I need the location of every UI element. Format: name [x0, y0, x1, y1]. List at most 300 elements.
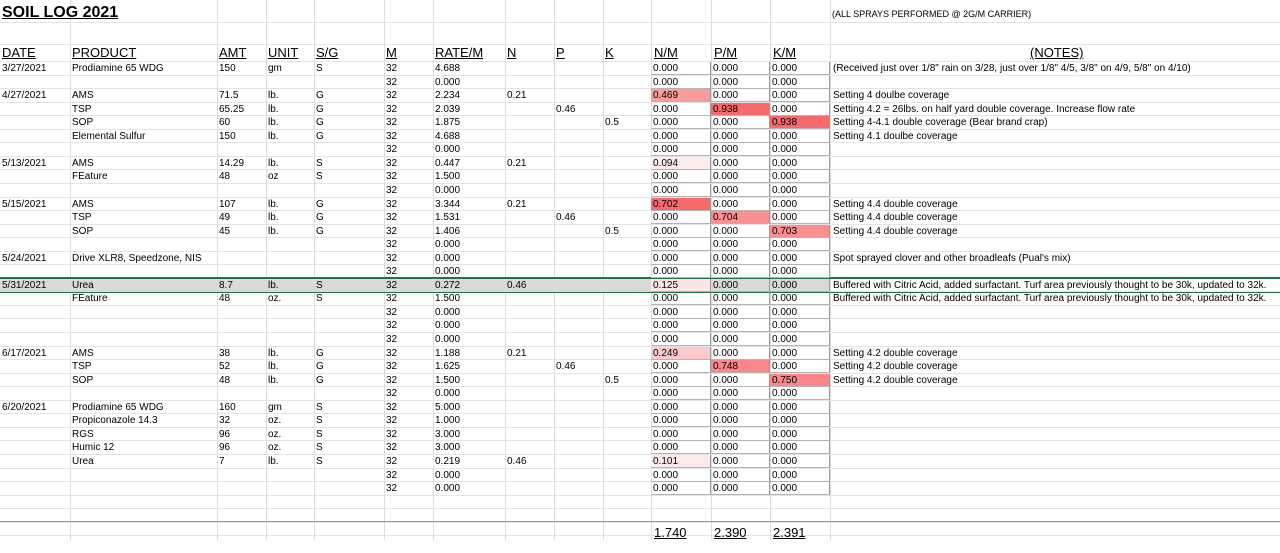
cell-nm[interactable]: 0.000	[651, 130, 711, 143]
cell-km[interactable]: 0.000	[770, 143, 830, 156]
cell-rate[interactable]: 1.406	[435, 226, 461, 237]
cell-nm[interactable]: 0.000	[651, 441, 711, 454]
cell-m[interactable]: 32	[386, 253, 398, 264]
cell-product[interactable]: Propiconazole 14.3	[72, 415, 158, 426]
cell-sg[interactable]: S	[316, 171, 323, 182]
cell-unit[interactable]: lb.	[268, 212, 279, 223]
cell-pm[interactable]: 0.000	[711, 170, 770, 183]
cell-pm[interactable]: 0.000	[711, 116, 770, 129]
cell-pm[interactable]: 0.000	[711, 225, 770, 238]
cell-date[interactable]: 5/24/2021	[2, 253, 47, 264]
cell-nm[interactable]: 0.000	[651, 184, 711, 197]
cell-unit[interactable]: lb.	[268, 117, 279, 128]
cell-product[interactable]: Drive XLR8, Speedzone, NIS	[72, 253, 202, 264]
cell-pm[interactable]: 0.000	[711, 130, 770, 143]
cell-m[interactable]: 32	[386, 402, 398, 413]
cell-km[interactable]: 0.000	[770, 198, 830, 211]
cell-product[interactable]: SOP	[72, 226, 94, 237]
cell-unit[interactable]: lb.	[268, 348, 279, 359]
cell-notes[interactable]: Setting 4.2 double coverage	[833, 348, 958, 359]
cell-km[interactable]: 0.000	[770, 319, 830, 332]
cell-unit[interactable]: gm	[268, 63, 282, 74]
cell-pm[interactable]: 0.000	[711, 374, 770, 387]
cell-rate[interactable]: 0.000	[435, 266, 461, 277]
cell-notes[interactable]: Setting 4.2 double coverage	[833, 361, 958, 372]
cell-product[interactable]: AMS	[72, 158, 94, 169]
cell-pm[interactable]: 0.000	[711, 428, 770, 441]
cell-nm[interactable]: 0.000	[651, 306, 711, 319]
cell-m[interactable]: 32	[386, 320, 398, 331]
cell-nm[interactable]: 0.000	[651, 103, 711, 116]
cell-sg[interactable]: S	[316, 293, 323, 304]
cell-pm[interactable]: 0.000	[711, 333, 770, 346]
cell-km[interactable]: 0.000	[770, 62, 830, 75]
cell-nm[interactable]: 0.101	[651, 455, 711, 468]
cell-unit[interactable]: lb.	[268, 199, 279, 210]
cell-nm[interactable]: 0.000	[651, 143, 711, 156]
cell-rate[interactable]: 2.039	[435, 104, 461, 115]
cell-pm[interactable]: 0.000	[711, 455, 770, 468]
cell-unit[interactable]: lb.	[268, 226, 279, 237]
cell-date[interactable]: 6/20/2021	[2, 402, 47, 413]
cell-nm[interactable]: 0.125	[651, 279, 711, 292]
cell-amt[interactable]: 60	[219, 117, 231, 128]
cell-nm[interactable]: 0.000	[651, 252, 711, 265]
cell-amt[interactable]: 65.25	[219, 104, 245, 115]
cell-product[interactable]: TSP	[72, 104, 92, 115]
cell-nm[interactable]: 0.702	[651, 198, 711, 211]
total-nm[interactable]: 1.740	[654, 525, 687, 540]
cell-m[interactable]: 32	[386, 415, 398, 426]
cell-nm[interactable]: 0.000	[651, 319, 711, 332]
cell-rate[interactable]: 3.000	[435, 429, 461, 440]
cell-date[interactable]: 4/27/2021	[2, 90, 47, 101]
header-rate[interactable]: RATE/M	[435, 45, 484, 60]
cell-amt[interactable]: 14.29	[219, 158, 245, 169]
cell-unit[interactable]: lb.	[268, 361, 279, 372]
total-km[interactable]: 2.391	[773, 525, 806, 540]
cell-sg[interactable]: S	[316, 429, 323, 440]
cell-notes[interactable]: Setting 4.2 double coverage	[833, 375, 958, 386]
cell-notes[interactable]: Setting 4-4.1 double coverage (Bear brand crap)	[833, 117, 1048, 128]
cell-m[interactable]: 32	[386, 104, 398, 115]
cell-rate[interactable]: 1.531	[435, 212, 461, 223]
cell-product[interactable]: FEature	[72, 293, 108, 304]
cell-unit[interactable]: oz.	[268, 429, 282, 440]
cell-pm[interactable]: 0.000	[711, 184, 770, 197]
cell-notes[interactable]: Setting 4 doulbe coverage	[833, 90, 950, 101]
cell-m[interactable]: 32	[386, 429, 398, 440]
cell-date[interactable]: 5/13/2021	[2, 158, 47, 169]
cell-m[interactable]: 32	[386, 307, 398, 318]
cell-m[interactable]: 32	[386, 348, 398, 359]
cell-sg[interactable]: G	[316, 90, 324, 101]
cell-product[interactable]: SOP	[72, 375, 94, 386]
cell-km[interactable]: 0.750	[770, 374, 830, 387]
cell-rate[interactable]: 4.688	[435, 131, 461, 142]
cell-n[interactable]: 0.46	[507, 456, 527, 467]
header-sg[interactable]: S/G	[316, 45, 339, 60]
cell-km[interactable]: 0.000	[770, 306, 830, 319]
cell-m[interactable]: 32	[386, 280, 398, 291]
grid-row-line	[0, 522, 1280, 523]
cell-km[interactable]: 0.000	[770, 428, 830, 441]
cell-rate[interactable]: 0.000	[435, 388, 461, 399]
grid-row-line	[0, 495, 1280, 496]
cell-amt[interactable]: 48	[219, 375, 231, 386]
cell-pm[interactable]: 0.000	[711, 401, 770, 414]
cell-product[interactable]: TSP	[72, 212, 92, 223]
cell-rate[interactable]: 0.219	[435, 456, 461, 467]
cell-rate[interactable]: 1.875	[435, 117, 461, 128]
cell-pm[interactable]: 0.000	[711, 252, 770, 265]
header-m[interactable]: M	[386, 45, 397, 60]
cell-amt[interactable]: 96	[219, 442, 231, 453]
cell-m[interactable]: 32	[386, 158, 398, 169]
cell-nm[interactable]: 0.094	[651, 157, 711, 170]
cell-pm[interactable]: 0.000	[711, 238, 770, 251]
cell-rate[interactable]: 0.000	[435, 307, 461, 318]
cell-sg[interactable]: S	[316, 415, 323, 426]
cell-pm[interactable]: 0.000	[711, 279, 770, 292]
cell-m[interactable]: 32	[386, 171, 398, 182]
header-km[interactable]: K/M	[773, 45, 797, 60]
cell-sg[interactable]: G	[316, 212, 324, 223]
cell-m[interactable]: 32	[386, 361, 398, 372]
cell-km[interactable]: 0.000	[770, 89, 830, 102]
header-n[interactable]: N	[507, 45, 517, 60]
cell-nm[interactable]: 0.000	[651, 76, 711, 89]
cell-amt[interactable]: 150	[219, 63, 236, 74]
cell-pm[interactable]: 0.000	[711, 157, 770, 170]
cell-product[interactable]: Urea	[72, 280, 94, 291]
cell-nm[interactable]: 0.000	[651, 401, 711, 414]
cell-m[interactable]: 32	[386, 77, 398, 88]
cell-rate[interactable]: 1.500	[435, 293, 461, 304]
sheet-subtitle[interactable]: (ALL SPRAYS PERFORMED @ 2G/M CARRIER)	[832, 9, 1032, 19]
cell-km[interactable]: 0.000	[770, 347, 830, 360]
sheet-title[interactable]: SOIL LOG 2021	[2, 4, 119, 21]
cell-unit[interactable]: lb.	[268, 158, 279, 169]
cell-amt[interactable]: 150	[219, 131, 236, 142]
header-k[interactable]: K	[605, 45, 614, 60]
cell-pm[interactable]: 0.938	[711, 103, 770, 116]
cell-notes[interactable]: (Received just over 1/8" rain on 3/28, just over 1/8" 4/5, 3/8" on 4/9, 5/8" on 4/10)	[833, 63, 1191, 74]
cell-date[interactable]: 3/27/2021	[2, 63, 47, 74]
cell-km[interactable]: 0.000	[770, 279, 830, 292]
cell-notes[interactable]: Buffered with Citric Acid, added surfactant. Turf area previously thought to be 30k, updated to 32k.	[833, 280, 1267, 291]
cell-sg[interactable]: S	[316, 402, 323, 413]
cell-rate[interactable]: 0.000	[435, 320, 461, 331]
header-amt[interactable]: AMT	[219, 45, 247, 60]
cell-pm[interactable]: 0.000	[711, 414, 770, 427]
cell-n[interactable]: 0.21	[507, 90, 527, 101]
cell-km[interactable]: 0.000	[770, 76, 830, 89]
cell-product[interactable]: AMS	[72, 90, 94, 101]
cell-nm[interactable]: 0.000	[651, 333, 711, 346]
cell-sg[interactable]: S	[316, 63, 323, 74]
cell-km[interactable]: 0.000	[770, 184, 830, 197]
cell-km[interactable]: 0.000	[770, 387, 830, 400]
cell-nm[interactable]: 0.000	[651, 374, 711, 387]
grid-column-line	[266, 0, 267, 540]
cell-rate[interactable]: 0.000	[435, 239, 461, 250]
cell-pm[interactable]: 0.000	[711, 319, 770, 332]
cell-unit[interactable]: lb.	[268, 131, 279, 142]
cell-rate[interactable]: 0.000	[435, 470, 461, 481]
cell-nm[interactable]: 0.000	[651, 469, 711, 482]
cell-km[interactable]: 0.000	[770, 252, 830, 265]
cell-sg[interactable]: G	[316, 361, 324, 372]
cell-m[interactable]: 32	[386, 456, 398, 467]
cell-notes[interactable]: Setting 4.4 double coverage	[833, 226, 958, 237]
header-date[interactable]: DATE	[2, 45, 36, 60]
cell-unit[interactable]: oz.	[268, 415, 282, 426]
cell-km[interactable]: 0.000	[770, 469, 830, 482]
grid-row-line	[0, 468, 1280, 469]
cell-m[interactable]: 32	[386, 266, 398, 277]
header-p[interactable]: P	[556, 45, 565, 60]
cell-pm[interactable]: 0.000	[711, 482, 770, 495]
cell-amt[interactable]: 52	[219, 361, 231, 372]
cell-m[interactable]: 32	[386, 293, 398, 304]
cell-notes[interactable]: Setting 4.1 doulbe coverage	[833, 131, 958, 142]
cell-pm[interactable]: 0.000	[711, 143, 770, 156]
cell-m[interactable]: 32	[386, 90, 398, 101]
cell-rate[interactable]: 1.500	[435, 171, 461, 182]
cell-product[interactable]: SOP	[72, 117, 94, 128]
cell-amt[interactable]: 96	[219, 429, 231, 440]
cell-nm[interactable]: 0.000	[651, 360, 711, 373]
cell-nm[interactable]: 0.000	[651, 482, 711, 495]
cell-n[interactable]: 0.21	[507, 158, 527, 169]
cell-unit[interactable]: lb.	[268, 104, 279, 115]
cell-km[interactable]: 0.703	[770, 225, 830, 238]
cell-amt[interactable]: 160	[219, 402, 236, 413]
cell-amt[interactable]: 48	[219, 171, 231, 182]
cell-sg[interactable]: S	[316, 280, 323, 291]
cell-m[interactable]: 32	[386, 117, 398, 128]
cell-unit[interactable]: lb.	[268, 375, 279, 386]
cell-pm[interactable]: 0.000	[711, 76, 770, 89]
cell-nm[interactable]: 0.000	[651, 116, 711, 129]
cell-km[interactable]: 0.000	[770, 401, 830, 414]
header-pm[interactable]: P/M	[714, 45, 738, 60]
cell-unit[interactable]: gm	[268, 402, 282, 413]
cell-amt[interactable]: 38	[219, 348, 231, 359]
cell-pm[interactable]: 0.000	[711, 89, 770, 102]
cell-product[interactable]: Elemental Sulfur	[72, 131, 146, 142]
cell-notes[interactable]: Buffered with Citric Acid, added surfactant. Turf area previously thought to be 30k, updated to 32k.	[833, 293, 1267, 304]
cell-m[interactable]: 32	[386, 483, 398, 494]
cell-rate[interactable]: 1.000	[435, 415, 461, 426]
cell-rate[interactable]: 0.272	[435, 280, 461, 291]
cell-pm[interactable]: 0.000	[711, 306, 770, 319]
cell-nm[interactable]: 0.000	[651, 265, 711, 278]
cell-product[interactable]: Humic 12	[72, 442, 115, 453]
cell-pm[interactable]: 0.000	[711, 469, 770, 482]
cell-sg[interactable]: G	[316, 199, 324, 210]
cell-km[interactable]: 0.000	[770, 157, 830, 170]
cell-rate[interactable]: 2.234	[435, 90, 461, 101]
cell-m[interactable]: 32	[386, 131, 398, 142]
cell-m[interactable]: 32	[386, 63, 398, 74]
cell-product[interactable]: FEature	[72, 171, 108, 182]
cell-date[interactable]: 6/17/2021	[2, 348, 47, 359]
cell-m[interactable]: 32	[386, 185, 398, 196]
cell-p[interactable]: 0.46	[556, 361, 576, 372]
cell-km[interactable]: 0.938	[770, 116, 830, 129]
cell-m[interactable]: 32	[386, 226, 398, 237]
cell-n[interactable]: 0.21	[507, 199, 527, 210]
cell-p[interactable]: 0.46	[556, 212, 576, 223]
cell-unit[interactable]: oz.	[268, 293, 282, 304]
cell-rate[interactable]: 0.000	[435, 253, 461, 264]
cell-sg[interactable]: G	[316, 348, 324, 359]
cell-pm[interactable]: 0.000	[711, 387, 770, 400]
cell-sg[interactable]: G	[316, 117, 324, 128]
cell-km[interactable]: 0.000	[770, 441, 830, 454]
cell-notes[interactable]: Spot sprayed clover and other broadleafs (Pual's mix)	[833, 253, 1071, 264]
cell-nm[interactable]: 0.000	[651, 414, 711, 427]
cell-unit[interactable]: lb.	[268, 456, 279, 467]
cell-rate[interactable]: 0.000	[435, 185, 461, 196]
header-nm[interactable]: N/M	[654, 45, 678, 60]
cell-m[interactable]: 32	[386, 212, 398, 223]
cell-rate[interactable]: 1.500	[435, 375, 461, 386]
cell-pm[interactable]: 0.000	[711, 347, 770, 360]
cell-km[interactable]: 0.000	[770, 265, 830, 278]
cell-product[interactable]: Prodiamine 65 WDG	[72, 402, 164, 413]
cell-date[interactable]: 5/31/2021	[2, 280, 47, 291]
cell-nm[interactable]: 0.000	[651, 238, 711, 251]
header-unit[interactable]: UNIT	[268, 45, 299, 60]
cell-n[interactable]: 0.46	[507, 280, 527, 291]
cell-sg[interactable]: G	[316, 131, 324, 142]
cell-amt[interactable]: 45	[219, 226, 231, 237]
cell-km[interactable]: 0.000	[770, 238, 830, 251]
cell-sg[interactable]: S	[316, 442, 323, 453]
cell-k[interactable]: 0.5	[605, 226, 619, 237]
cell-pm[interactable]: 0.748	[711, 360, 770, 373]
cell-product[interactable]: AMS	[72, 199, 94, 210]
cell-nm[interactable]: 0.000	[651, 170, 711, 183]
cell-n[interactable]: 0.21	[507, 348, 527, 359]
cell-nm[interactable]: 0.000	[651, 292, 711, 305]
cell-pm[interactable]: 0.000	[711, 198, 770, 211]
cell-k[interactable]: 0.5	[605, 117, 619, 128]
cell-product[interactable]: RGS	[72, 429, 94, 440]
cell-m[interactable]: 32	[386, 375, 398, 386]
cell-pm[interactable]: 0.000	[711, 265, 770, 278]
cell-notes[interactable]: Setting 4.4 double coverage	[833, 212, 958, 223]
cell-rate[interactable]: 3.344	[435, 199, 461, 210]
cell-km[interactable]: 0.000	[770, 103, 830, 116]
cell-notes[interactable]: Setting 4.4 double coverage	[833, 199, 958, 210]
cell-km[interactable]: 0.000	[770, 455, 830, 468]
cell-k[interactable]: 0.5	[605, 375, 619, 386]
cell-sg[interactable]: G	[316, 104, 324, 115]
grid-row-line	[0, 373, 1280, 374]
cell-km[interactable]: 0.000	[770, 292, 830, 305]
cell-m[interactable]: 32	[386, 442, 398, 453]
cell-rate[interactable]: 1.188	[435, 348, 461, 359]
cell-amt[interactable]: 7	[219, 456, 225, 467]
cell-amt[interactable]: 8.7	[219, 280, 233, 291]
cell-amt[interactable]: 32	[219, 415, 231, 426]
cell-rate[interactable]: 5.000	[435, 402, 461, 413]
cell-rate[interactable]: 3.000	[435, 442, 461, 453]
cell-rate[interactable]: 0.000	[435, 77, 461, 88]
cell-amt[interactable]: 49	[219, 212, 231, 223]
cell-km[interactable]: 0.000	[770, 333, 830, 346]
cell-m[interactable]: 32	[386, 388, 398, 399]
cell-nm[interactable]: 0.000	[651, 62, 711, 75]
cell-km[interactable]: 0.000	[770, 360, 830, 373]
cell-km[interactable]: 0.000	[770, 211, 830, 224]
cell-unit[interactable]: oz.	[268, 442, 282, 453]
cell-date[interactable]: 5/15/2021	[2, 199, 47, 210]
cell-m[interactable]: 32	[386, 470, 398, 481]
grid-column-line	[70, 0, 71, 540]
cell-rate[interactable]: 0.447	[435, 158, 461, 169]
cell-nm[interactable]: 0.249	[651, 347, 711, 360]
cell-km[interactable]: 0.000	[770, 482, 830, 495]
cell-notes[interactable]: Setting 4.2 = 26lbs. on half yard double coverage. Increase flow rate	[833, 104, 1136, 115]
cell-pm[interactable]: 0.704	[711, 211, 770, 224]
cell-rate[interactable]: 1.625	[435, 361, 461, 372]
cell-unit[interactable]: lb.	[268, 280, 279, 291]
cell-p[interactable]: 0.46	[556, 104, 576, 115]
cell-km[interactable]: 0.000	[770, 170, 830, 183]
cell-unit[interactable]: oz	[268, 171, 279, 182]
header-notes[interactable]: (NOTES)	[1030, 45, 1084, 60]
cell-sg[interactable]: S	[316, 158, 323, 169]
cell-product[interactable]: Urea	[72, 456, 94, 467]
cell-km[interactable]: 0.000	[770, 414, 830, 427]
cell-product[interactable]: Prodiamine 65 WDG	[72, 63, 164, 74]
cell-pm[interactable]: 0.000	[711, 292, 770, 305]
cell-nm[interactable]: 0.000	[651, 387, 711, 400]
header-product[interactable]: PRODUCT	[72, 45, 137, 60]
cell-rate[interactable]: 4.688	[435, 63, 461, 74]
cell-m[interactable]: 32	[386, 144, 398, 155]
cell-km[interactable]: 0.000	[770, 130, 830, 143]
cell-amt[interactable]: 107	[219, 199, 236, 210]
cell-product[interactable]: TSP	[72, 361, 92, 372]
cell-nm[interactable]: 0.000	[651, 428, 711, 441]
cell-nm[interactable]: 0.000	[651, 225, 711, 238]
cell-nm[interactable]: 0.469	[651, 89, 711, 102]
cell-rate[interactable]: 0.000	[435, 144, 461, 155]
cell-unit[interactable]: lb.	[268, 90, 279, 101]
cell-pm[interactable]: 0.000	[711, 62, 770, 75]
cell-pm[interactable]: 0.000	[711, 441, 770, 454]
cell-nm[interactable]: 0.000	[651, 211, 711, 224]
cell-rate[interactable]: 0.000	[435, 334, 461, 345]
cell-amt[interactable]: 71.5	[219, 90, 239, 101]
total-pm[interactable]: 2.390	[714, 525, 747, 540]
cell-product[interactable]: AMS	[72, 348, 94, 359]
cell-m[interactable]: 32	[386, 334, 398, 345]
cell-sg[interactable]: G	[316, 375, 324, 386]
cell-sg[interactable]: S	[316, 456, 323, 467]
cell-sg[interactable]: G	[316, 226, 324, 237]
cell-rate[interactable]: 0.000	[435, 483, 461, 494]
cell-amt[interactable]: 48	[219, 293, 231, 304]
cell-m[interactable]: 32	[386, 199, 398, 210]
cell-m[interactable]: 32	[386, 239, 398, 250]
